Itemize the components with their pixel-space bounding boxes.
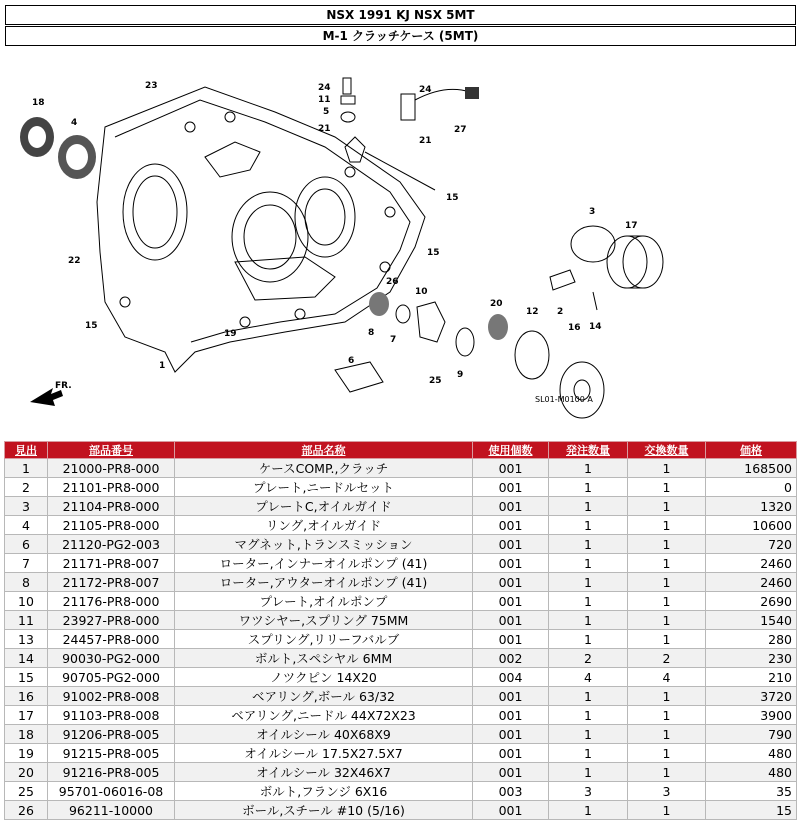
svg-text:15: 15 <box>85 321 98 331</box>
table-row[interactable] <box>5 801 797 820</box>
price-cell: 3720 <box>706 687 797 706</box>
part-name-cell: スプリング,リリーフバルブ <box>175 630 473 649</box>
order-qty-cell: 1 <box>549 725 628 744</box>
part-number-cell: 90030-PG2-000 <box>48 649 175 668</box>
svg-text:19: 19 <box>224 329 237 339</box>
callout-numbers <box>32 81 638 386</box>
ref-cell: 17 <box>5 706 48 725</box>
replace-qty-cell: 2 <box>628 649 706 668</box>
part-name-cell: ローター,アウターオイルポンプ (41) <box>175 573 473 592</box>
replace-qty-cell: 1 <box>628 706 706 725</box>
ref-cell: 20 <box>5 763 48 782</box>
price-cell: 210 <box>706 668 797 687</box>
table-row[interactable] <box>5 763 797 782</box>
diagram-code: SL01-M0100 A <box>535 395 593 404</box>
svg-text:16: 16 <box>568 323 581 333</box>
sensor-drawing <box>341 78 479 122</box>
usage-qty-cell: 002 <box>473 649 549 668</box>
svg-text:26: 26 <box>386 277 399 287</box>
col-header-part-number[interactable]: 部品番号 <box>48 442 175 459</box>
usage-qty-cell: 001 <box>473 763 549 782</box>
ref-cell: 11 <box>5 611 48 630</box>
usage-qty-cell: 001 <box>473 706 549 725</box>
svg-text:3: 3 <box>589 207 596 217</box>
usage-qty-cell: 001 <box>473 592 549 611</box>
replace-qty-cell: 1 <box>628 497 706 516</box>
svg-text:12: 12 <box>526 307 539 317</box>
col-header-part-name[interactable]: 部品名称 <box>175 442 473 459</box>
section-title: M-1 クラッチケース (5MT) <box>5 26 796 46</box>
ref-cell: 7 <box>5 554 48 573</box>
price-cell: 3900 <box>706 706 797 725</box>
order-qty-cell: 1 <box>549 687 628 706</box>
usage-qty-cell: 001 <box>473 687 549 706</box>
order-qty-cell: 1 <box>549 611 628 630</box>
part-number-cell: 91215-PR8-005 <box>48 744 175 763</box>
table-row[interactable] <box>5 516 797 535</box>
ref-cell: 15 <box>5 668 48 687</box>
svg-text:8: 8 <box>368 328 375 338</box>
replace-qty-cell: 1 <box>628 592 706 611</box>
table-row[interactable] <box>5 687 797 706</box>
part-name-cell: ケースCOMP.,クラッチ <box>175 459 473 478</box>
part-number-cell: 90705-PG2-000 <box>48 668 175 687</box>
part-name-cell: ベアリング,ニードル 44X72X23 <box>175 706 473 725</box>
svg-text:24: 24 <box>419 85 432 95</box>
usage-qty-cell: 001 <box>473 535 549 554</box>
part-name-cell: プレート,ニードルセット <box>175 478 473 497</box>
part-number-cell: 91206-PR8-005 <box>48 725 175 744</box>
svg-text:1: 1 <box>159 361 166 371</box>
part-name-cell: マグネット,トランスミッション <box>175 535 473 554</box>
col-header-order-qty[interactable]: 発注数量 <box>549 442 628 459</box>
col-header-usage-qty[interactable]: 使用個数 <box>473 442 549 459</box>
price-cell: 280 <box>706 630 797 649</box>
usage-qty-cell: 001 <box>473 801 549 820</box>
replace-qty-cell: 1 <box>628 763 706 782</box>
oil-seal-drawing <box>20 117 96 179</box>
usage-qty-cell: 001 <box>473 554 549 573</box>
usage-qty-cell: 001 <box>473 744 549 763</box>
svg-text:2: 2 <box>557 307 564 317</box>
svg-text:15: 15 <box>427 248 440 258</box>
replace-qty-cell: 1 <box>628 516 706 535</box>
part-name-cell: ボルト,フランジ 6X16 <box>175 782 473 801</box>
part-number-cell: 91216-PR8-005 <box>48 763 175 782</box>
replace-qty-cell: 1 <box>628 801 706 820</box>
svg-text:11: 11 <box>318 95 331 105</box>
order-qty-cell: 1 <box>549 801 628 820</box>
part-name-cell: ノツクピン 14X20 <box>175 668 473 687</box>
table-row[interactable] <box>5 592 797 611</box>
col-header-ref[interactable]: 見出 <box>5 442 48 459</box>
bearing-drawing <box>488 226 663 418</box>
ref-cell: 19 <box>5 744 48 763</box>
price-cell: 720 <box>706 535 797 554</box>
part-number-cell: 21105-PR8-000 <box>48 516 175 535</box>
ref-cell: 8 <box>5 573 48 592</box>
usage-qty-cell: 003 <box>473 782 549 801</box>
replace-qty-cell: 1 <box>628 744 706 763</box>
front-label: FR. <box>55 381 72 391</box>
table-header-row <box>5 442 797 459</box>
order-qty-cell: 3 <box>549 782 628 801</box>
usage-qty-cell: 001 <box>473 630 549 649</box>
part-name-cell: オイルシール 32X46X7 <box>175 763 473 782</box>
col-header-price[interactable]: 価格 <box>706 442 797 459</box>
order-qty-cell: 1 <box>549 592 628 611</box>
order-qty-cell: 1 <box>549 744 628 763</box>
ref-cell: 14 <box>5 649 48 668</box>
price-cell: 10600 <box>706 516 797 535</box>
order-qty-cell: 1 <box>549 554 628 573</box>
ref-cell: 4 <box>5 516 48 535</box>
svg-text:5: 5 <box>323 107 330 117</box>
svg-text:21: 21 <box>318 124 331 134</box>
svg-text:25: 25 <box>429 376 442 386</box>
table-row[interactable] <box>5 497 797 516</box>
replace-qty-cell: 1 <box>628 630 706 649</box>
replace-qty-cell: 3 <box>628 782 706 801</box>
ref-cell: 25 <box>5 782 48 801</box>
price-cell: 2460 <box>706 554 797 573</box>
clutch-case-drawing <box>97 87 435 372</box>
svg-text:14: 14 <box>589 322 602 332</box>
table-row[interactable] <box>5 706 797 725</box>
oil-pump-drawing <box>335 270 597 392</box>
part-name-cell: リング,オイルガイド <box>175 516 473 535</box>
part-number-cell: 24457-PR8-000 <box>48 630 175 649</box>
ref-cell: 26 <box>5 801 48 820</box>
usage-qty-cell: 001 <box>473 497 549 516</box>
ref-cell: 16 <box>5 687 48 706</box>
price-cell: 35 <box>706 782 797 801</box>
usage-qty-cell: 001 <box>473 573 549 592</box>
svg-text:15: 15 <box>446 193 459 203</box>
svg-text:22: 22 <box>68 256 81 266</box>
replace-qty-cell: 1 <box>628 725 706 744</box>
part-number-cell: 21172-PR8-007 <box>48 573 175 592</box>
ref-cell: 2 <box>5 478 48 497</box>
part-name-cell: プレート,オイルポンプ <box>175 592 473 611</box>
part-number-cell: 91103-PR8-008 <box>48 706 175 725</box>
svg-text:24: 24 <box>318 83 331 93</box>
usage-qty-cell: 001 <box>473 611 549 630</box>
price-cell: 0 <box>706 478 797 497</box>
ref-cell: 1 <box>5 459 48 478</box>
svg-text:27: 27 <box>454 125 467 135</box>
price-cell: 1540 <box>706 611 797 630</box>
replace-qty-cell: 1 <box>628 611 706 630</box>
part-number-cell: 23927-PR8-000 <box>48 611 175 630</box>
ref-cell: 3 <box>5 497 48 516</box>
part-number-cell: 91002-PR8-008 <box>48 687 175 706</box>
order-qty-cell: 1 <box>549 516 628 535</box>
svg-text:20: 20 <box>490 299 503 309</box>
table-row[interactable] <box>5 478 797 497</box>
replace-qty-cell: 1 <box>628 459 706 478</box>
replace-qty-cell: 1 <box>628 535 706 554</box>
svg-text:18: 18 <box>32 98 45 108</box>
price-cell: 2460 <box>706 573 797 592</box>
svg-text:6: 6 <box>348 356 355 366</box>
part-name-cell: ベアリング,ボール 63/32 <box>175 687 473 706</box>
order-qty-cell: 1 <box>549 630 628 649</box>
order-qty-cell: 4 <box>549 668 628 687</box>
price-cell: 230 <box>706 649 797 668</box>
table-row[interactable] <box>5 649 797 668</box>
order-qty-cell: 1 <box>549 459 628 478</box>
usage-qty-cell: 001 <box>473 459 549 478</box>
price-cell: 790 <box>706 725 797 744</box>
svg-text:4: 4 <box>71 118 78 128</box>
part-name-cell: ボルト,スペシヤル 6MM <box>175 649 473 668</box>
part-name-cell: プレートC,オイルガイド <box>175 497 473 516</box>
part-number-cell: 21171-PR8-007 <box>48 554 175 573</box>
col-header-replace-qty[interactable]: 交換数量 <box>628 442 706 459</box>
replace-qty-cell: 1 <box>628 573 706 592</box>
svg-text:21: 21 <box>419 136 432 146</box>
table-row[interactable] <box>5 744 797 763</box>
svg-text:17: 17 <box>625 221 638 231</box>
svg-text:23: 23 <box>145 81 158 91</box>
svg-text:7: 7 <box>390 335 397 345</box>
replace-qty-cell: 1 <box>628 687 706 706</box>
part-number-cell: 21176-PR8-000 <box>48 592 175 611</box>
part-name-cell: ローター,インナーオイルポンプ (41) <box>175 554 473 573</box>
ref-cell: 18 <box>5 725 48 744</box>
price-cell: 15 <box>706 801 797 820</box>
svg-text:10: 10 <box>415 287 428 297</box>
table-row[interactable] <box>5 459 797 478</box>
table-row[interactable] <box>5 725 797 744</box>
order-qty-cell: 1 <box>549 497 628 516</box>
part-number-cell: 21101-PR8-000 <box>48 478 175 497</box>
part-name-cell: オイルシール 40X68X9 <box>175 725 473 744</box>
parts-diagram[interactable] <box>5 52 795 427</box>
part-number-cell: 95701-06016-08 <box>48 782 175 801</box>
usage-qty-cell: 004 <box>473 668 549 687</box>
model-title: NSX 1991 KJ NSX 5MT <box>5 5 796 25</box>
order-qty-cell: 1 <box>549 478 628 497</box>
table-row[interactable] <box>5 611 797 630</box>
ref-cell: 13 <box>5 630 48 649</box>
table-row[interactable] <box>5 668 797 687</box>
part-number-cell: 21120-PG2-003 <box>48 535 175 554</box>
part-name-cell: ワツシヤー,スプリング 75MM <box>175 611 473 630</box>
svg-text:9: 9 <box>457 370 464 380</box>
price-cell: 480 <box>706 744 797 763</box>
table-row[interactable] <box>5 573 797 592</box>
ref-cell: 6 <box>5 535 48 554</box>
part-name-cell: ボール,スチール #10 (5/16) <box>175 801 473 820</box>
usage-qty-cell: 001 <box>473 725 549 744</box>
usage-qty-cell: 001 <box>473 516 549 535</box>
order-qty-cell: 1 <box>549 763 628 782</box>
order-qty-cell: 2 <box>549 649 628 668</box>
price-cell: 2690 <box>706 592 797 611</box>
replace-qty-cell: 1 <box>628 554 706 573</box>
order-qty-cell: 1 <box>549 535 628 554</box>
table-row[interactable] <box>5 782 797 801</box>
part-number-cell: 21000-PR8-000 <box>48 459 175 478</box>
ref-cell: 10 <box>5 592 48 611</box>
price-cell: 480 <box>706 763 797 782</box>
replace-qty-cell: 4 <box>628 668 706 687</box>
price-cell: 1320 <box>706 497 797 516</box>
price-cell: 168500 <box>706 459 797 478</box>
part-number-cell: 96211-10000 <box>48 801 175 820</box>
order-qty-cell: 1 <box>549 706 628 725</box>
part-name-cell: オイルシール 17.5X27.5X7 <box>175 744 473 763</box>
order-qty-cell: 1 <box>549 573 628 592</box>
usage-qty-cell: 001 <box>473 478 549 497</box>
table-row[interactable] <box>5 554 797 573</box>
table-row[interactable] <box>5 535 797 554</box>
parts-table <box>4 441 797 820</box>
part-number-cell: 21104-PR8-000 <box>48 497 175 516</box>
replace-qty-cell: 1 <box>628 478 706 497</box>
table-row[interactable] <box>5 630 797 649</box>
